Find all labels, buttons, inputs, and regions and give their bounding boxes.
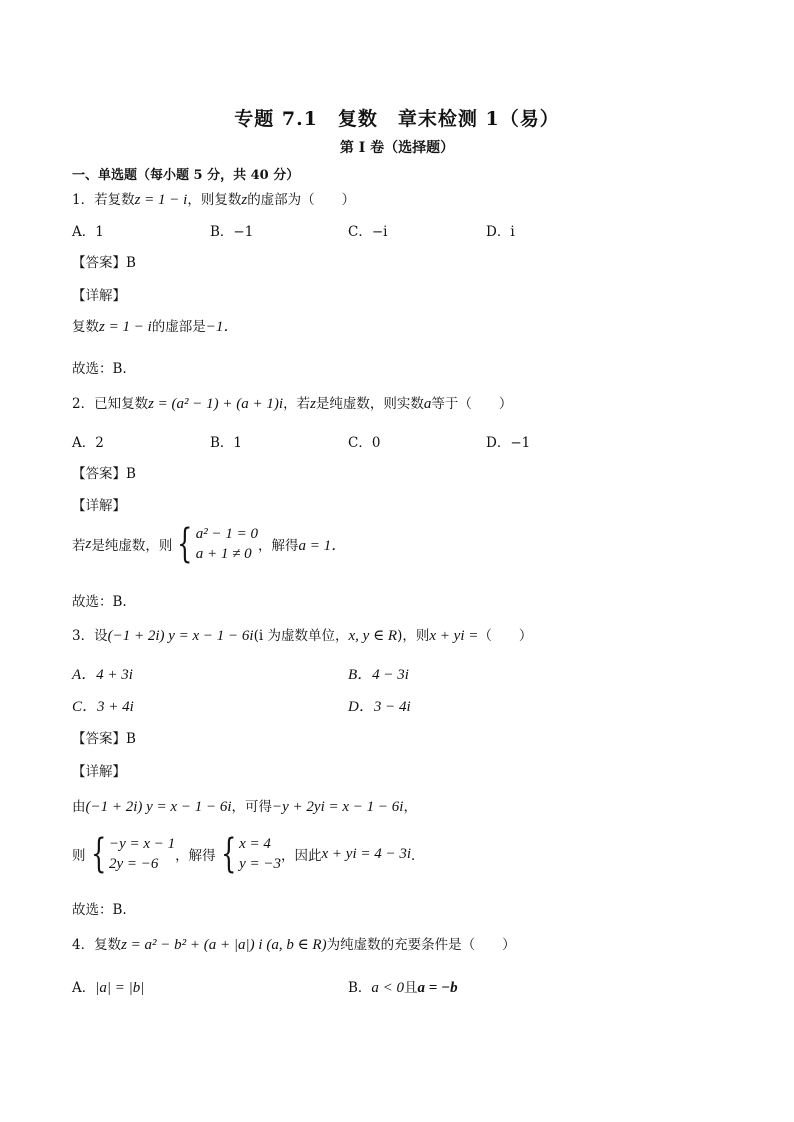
q2-answer: 【答案】B bbox=[72, 466, 136, 482]
q3-solution-line-1: 由(−1 + 2i) y = x − 1 − 6i，可得−y + 2yi = x − 1 − 6i， bbox=[72, 799, 417, 815]
q3-detail-label: 【详解】 bbox=[72, 764, 126, 780]
question-3-stem: 3．设(−1 + 2i) y = x − 1 − 6i(i 为虚数单位，x, y ∈ R)，则x + yi =（ ） bbox=[72, 628, 533, 644]
q2-solution: 若 z 是纯虚数，则 { a² − 1 = 0 a + 1 ≠ 0 ，解得 a = 1． bbox=[72, 521, 347, 567]
q1-detail-label: 【详解】 bbox=[72, 288, 126, 304]
q1-answer: 【答案】B bbox=[72, 255, 136, 271]
q1-option-c: C．−i bbox=[348, 224, 388, 240]
q3-option-b: B．4 − 3i bbox=[348, 667, 409, 683]
q1-option-d: D．i bbox=[486, 224, 515, 240]
question-1-stem: 1．若复数z = 1 − i，则复数z的虚部为（ ） bbox=[72, 192, 356, 208]
system-brace: { bbox=[220, 831, 237, 877]
question-4-stem: 4．复数z = a² − b² + (a + |a|) i (a, b ∈ R)为纯虚数的充要条件是（ ） bbox=[72, 937, 516, 953]
q2-option-d: D．−1 bbox=[486, 435, 531, 451]
q4-option-b: B．a < 0且a = −b bbox=[348, 980, 458, 996]
q3-option-a: A．4 + 3i bbox=[72, 667, 133, 683]
equation-system-b: x = 4 y = −3 bbox=[239, 836, 281, 872]
system-brace: { bbox=[177, 521, 193, 567]
q2-option-a: A．2 bbox=[72, 435, 104, 451]
system-brace: { bbox=[90, 831, 106, 877]
q1-option-a: A．1 bbox=[72, 224, 104, 240]
q3-option-c: C．3 + 4i bbox=[72, 699, 134, 715]
equation-system: a² − 1 = 0 a + 1 ≠ 0 bbox=[195, 526, 259, 562]
q3-solution-line-2: 则 { −y = x − 1 2y = −6 ，解得 { x = 4 y = −3 ，因此 x + yi = 4 − 3i ． bbox=[72, 831, 425, 877]
page-title: 专题 7.1 复数 章末检测 1（易） bbox=[234, 108, 560, 130]
q3-answer: 【答案】B bbox=[72, 731, 136, 747]
q2-conclusion: 故选：B. bbox=[72, 594, 127, 610]
section-heading: 一、单选题（每小题 5 分，共 40 分） bbox=[72, 168, 300, 183]
q2-detail-label: 【详解】 bbox=[72, 498, 126, 514]
volume-subtitle: 第 I 卷（选择题） bbox=[339, 140, 455, 156]
q1-conclusion: 故选：B. bbox=[72, 361, 127, 377]
q3-conclusion: 故选：B. bbox=[72, 902, 127, 918]
q1-solution: 复数z = 1 − i的虚部是−1． bbox=[72, 319, 239, 335]
q3-option-d: D．3 − 4i bbox=[348, 699, 411, 715]
q1-option-b: B．−1 bbox=[210, 224, 254, 240]
q4-option-a: A．|a| = |b| bbox=[72, 980, 145, 996]
equation-system-a: −y = x − 1 2y = −6 bbox=[108, 836, 176, 872]
q2-option-c: C．0 bbox=[348, 435, 381, 451]
q2-option-b: B．1 bbox=[210, 435, 243, 451]
question-2-stem: 2．已知复数z = (a² − 1) + (a + 1)i，若z是纯虚数，则实数a等于（ ） bbox=[72, 396, 513, 412]
